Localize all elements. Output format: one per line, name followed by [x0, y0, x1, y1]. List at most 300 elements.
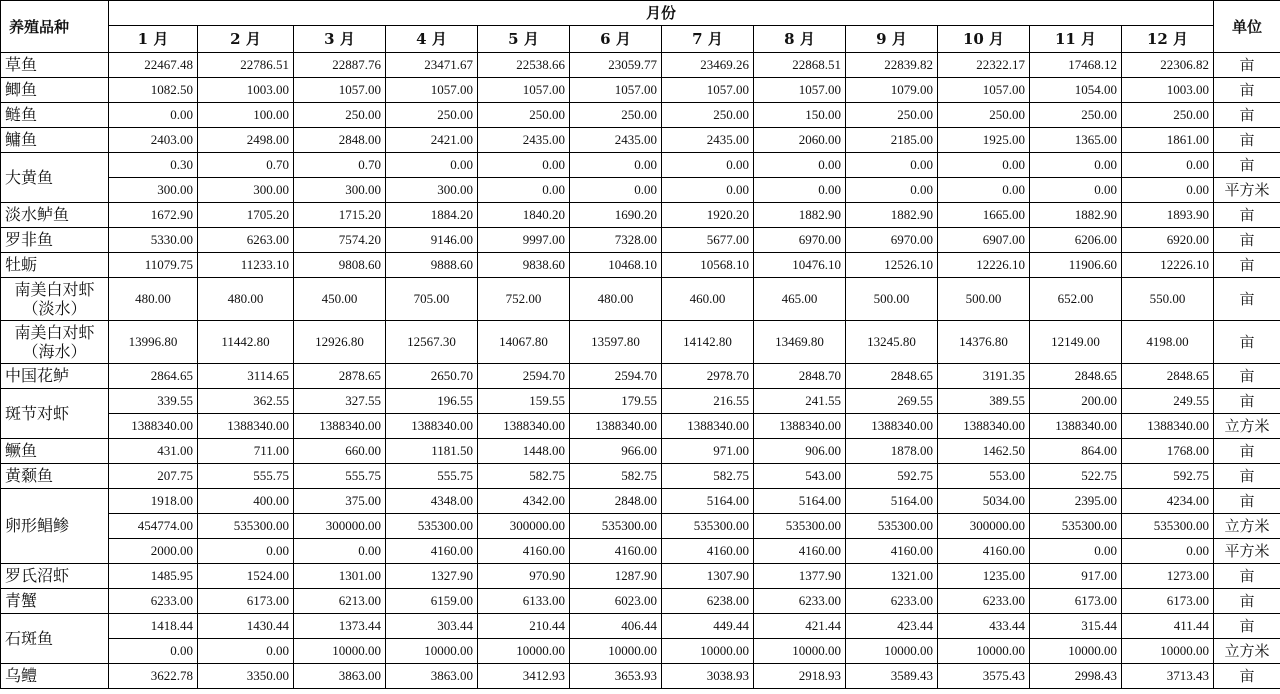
- value-cell: 6233.00: [938, 589, 1030, 614]
- table-row: [1, 203, 1280, 228]
- month-header-1: 1 月: [109, 26, 198, 53]
- value-cell: 2435.00: [570, 128, 662, 153]
- value-cell: 0.00: [198, 639, 294, 664]
- value-cell: 14376.80: [938, 321, 1030, 364]
- value-cell: 1388340.00: [478, 414, 570, 439]
- value-cell: 1388340.00: [662, 414, 754, 439]
- value-cell: 592.75: [1122, 464, 1214, 489]
- value-cell: 1057.00: [478, 78, 570, 103]
- value-cell: 13996.80: [109, 321, 198, 364]
- value-cell: 2848.65: [1122, 364, 1214, 389]
- value-cell: 6233.00: [754, 589, 846, 614]
- value-cell: 917.00: [1030, 564, 1122, 589]
- value-cell: 250.00: [1122, 103, 1214, 128]
- value-cell: 339.55: [109, 389, 198, 414]
- species-cell: 斑节对虾: [1, 389, 109, 439]
- value-cell: 216.55: [662, 389, 754, 414]
- value-cell: 1321.00: [846, 564, 938, 589]
- value-cell: 0.70: [294, 153, 386, 178]
- value-cell: 1878.00: [846, 439, 938, 464]
- value-cell: 2435.00: [478, 128, 570, 153]
- value-cell: 159.55: [478, 389, 570, 414]
- unit-cell: 亩: [1214, 278, 1280, 321]
- value-cell: 200.00: [1030, 389, 1122, 414]
- species-cell: 南美白对虾（淡水）: [1, 278, 109, 321]
- value-cell: 389.55: [938, 389, 1030, 414]
- table-row: [1, 128, 1280, 153]
- value-cell: 2848.65: [846, 364, 938, 389]
- value-cell: 1054.00: [1030, 78, 1122, 103]
- value-cell: 652.00: [1030, 278, 1122, 321]
- species-cell: 中国花鲈: [1, 364, 109, 389]
- unit-cell: 亩: [1214, 389, 1280, 414]
- value-cell: 1882.90: [846, 203, 938, 228]
- value-cell: 1925.00: [938, 128, 1030, 153]
- value-cell: 9838.60: [478, 253, 570, 278]
- value-cell: 1388340.00: [1122, 414, 1214, 439]
- value-cell: 0.00: [109, 103, 198, 128]
- value-cell: 1388340.00: [570, 414, 662, 439]
- value-cell: 9808.60: [294, 253, 386, 278]
- value-cell: 3863.00: [294, 664, 386, 689]
- value-cell: 1920.20: [662, 203, 754, 228]
- value-cell: 303.44: [386, 614, 478, 639]
- unit-cell: 亩: [1214, 253, 1280, 278]
- value-cell: 1057.00: [386, 78, 478, 103]
- species-cell: 鳙鱼: [1, 128, 109, 153]
- value-cell: 249.55: [1122, 389, 1214, 414]
- value-cell: 1373.44: [294, 614, 386, 639]
- value-cell: 10000.00: [846, 639, 938, 664]
- value-cell: 300.00: [294, 178, 386, 203]
- value-cell: 22839.82: [846, 53, 938, 78]
- value-cell: 431.00: [109, 439, 198, 464]
- species-cell: 南美白对虾（海水）: [1, 321, 109, 364]
- value-cell: 864.00: [1030, 439, 1122, 464]
- unit-cell: 亩: [1214, 464, 1280, 489]
- unit-cell: 立方米: [1214, 639, 1280, 664]
- table-row: [1, 178, 1280, 203]
- value-cell: 300000.00: [294, 514, 386, 539]
- value-cell: 23469.26: [662, 53, 754, 78]
- value-cell: 0.00: [570, 153, 662, 178]
- value-cell: 3412.93: [478, 664, 570, 689]
- value-cell: 2878.65: [294, 364, 386, 389]
- value-cell: 2864.65: [109, 364, 198, 389]
- table-row: [1, 539, 1280, 564]
- unit-cell: 亩: [1214, 564, 1280, 589]
- value-cell: 23059.77: [570, 53, 662, 78]
- value-cell: 0.00: [386, 153, 478, 178]
- value-cell: 0.00: [1030, 178, 1122, 203]
- species-cell: 罗非鱼: [1, 228, 109, 253]
- value-cell: 10000.00: [938, 639, 1030, 664]
- table-row: [1, 414, 1280, 439]
- table-row: [1, 664, 1280, 689]
- value-cell: 1430.44: [198, 614, 294, 639]
- value-cell: 250.00: [662, 103, 754, 128]
- value-cell: 300.00: [109, 178, 198, 203]
- value-cell: 3191.35: [938, 364, 1030, 389]
- value-cell: 1287.90: [570, 564, 662, 589]
- value-cell: 1388340.00: [294, 414, 386, 439]
- value-cell: 2594.70: [570, 364, 662, 389]
- value-cell: 1882.90: [754, 203, 846, 228]
- value-cell: 2998.43: [1030, 664, 1122, 689]
- value-cell: 535300.00: [198, 514, 294, 539]
- value-cell: 10000.00: [1122, 639, 1214, 664]
- unit-cell: 平方米: [1214, 539, 1280, 564]
- value-cell: 6970.00: [754, 228, 846, 253]
- value-cell: 406.44: [570, 614, 662, 639]
- value-cell: 3713.43: [1122, 664, 1214, 689]
- value-cell: 4160.00: [570, 539, 662, 564]
- species-cell: 罗氏沼虾: [1, 564, 109, 589]
- value-cell: 1057.00: [938, 78, 1030, 103]
- value-cell: 2650.70: [386, 364, 478, 389]
- value-cell: 13597.80: [570, 321, 662, 364]
- value-cell: 1768.00: [1122, 439, 1214, 464]
- value-cell: 460.00: [662, 278, 754, 321]
- value-cell: 535300.00: [754, 514, 846, 539]
- value-cell: 582.75: [478, 464, 570, 489]
- value-cell: 553.00: [938, 464, 1030, 489]
- value-cell: 480.00: [109, 278, 198, 321]
- value-cell: 0.00: [1122, 153, 1214, 178]
- value-cell: 2435.00: [662, 128, 754, 153]
- value-cell: 250.00: [386, 103, 478, 128]
- value-cell: 1840.20: [478, 203, 570, 228]
- value-cell: 12226.10: [1122, 253, 1214, 278]
- value-cell: 535300.00: [846, 514, 938, 539]
- unit-cell: 亩: [1214, 489, 1280, 514]
- value-cell: 250.00: [846, 103, 938, 128]
- value-cell: 4160.00: [386, 539, 478, 564]
- value-cell: 1448.00: [478, 439, 570, 464]
- species-cell: 鲫鱼: [1, 78, 109, 103]
- value-cell: 6023.00: [570, 589, 662, 614]
- table-row: [1, 614, 1280, 639]
- table-row: [1, 514, 1280, 539]
- value-cell: 660.00: [294, 439, 386, 464]
- value-cell: 1672.90: [109, 203, 198, 228]
- value-cell: 12567.30: [386, 321, 478, 364]
- value-cell: 555.75: [294, 464, 386, 489]
- value-cell: 2978.70: [662, 364, 754, 389]
- value-cell: 327.55: [294, 389, 386, 414]
- value-cell: 375.00: [294, 489, 386, 514]
- value-cell: 11079.75: [109, 253, 198, 278]
- value-cell: 14142.80: [662, 321, 754, 364]
- value-cell: 0.00: [1122, 539, 1214, 564]
- value-cell: 3038.93: [662, 664, 754, 689]
- value-cell: 535300.00: [662, 514, 754, 539]
- value-cell: 400.00: [198, 489, 294, 514]
- value-cell: 22786.51: [198, 53, 294, 78]
- value-cell: 535300.00: [1030, 514, 1122, 539]
- value-cell: 0.00: [570, 178, 662, 203]
- value-cell: 6173.00: [1030, 589, 1122, 614]
- value-cell: 2421.00: [386, 128, 478, 153]
- value-cell: 966.00: [570, 439, 662, 464]
- species-cell: 淡水鲈鱼: [1, 203, 109, 228]
- value-cell: 1882.90: [1030, 203, 1122, 228]
- value-cell: 0.00: [662, 178, 754, 203]
- unit-cell: 亩: [1214, 439, 1280, 464]
- month-header-row: [1, 26, 1280, 53]
- value-cell: 250.00: [938, 103, 1030, 128]
- table-row: [1, 364, 1280, 389]
- value-cell: 4234.00: [1122, 489, 1214, 514]
- value-cell: 592.75: [846, 464, 938, 489]
- value-cell: 1665.00: [938, 203, 1030, 228]
- value-cell: 250.00: [294, 103, 386, 128]
- value-cell: 1690.20: [570, 203, 662, 228]
- month-group-header: 月份: [109, 1, 1214, 26]
- value-cell: 1079.00: [846, 78, 938, 103]
- species-cell: 卵形鲳鲹: [1, 489, 109, 564]
- value-cell: 433.44: [938, 614, 1030, 639]
- value-cell: 9146.00: [386, 228, 478, 253]
- table-row: [1, 589, 1280, 614]
- month-header-5: 5 月: [478, 26, 570, 53]
- species-cell: 鳜鱼: [1, 439, 109, 464]
- value-cell: 4160.00: [662, 539, 754, 564]
- value-cell: 10000.00: [662, 639, 754, 664]
- unit-cell: 亩: [1214, 53, 1280, 78]
- value-cell: 2848.00: [294, 128, 386, 153]
- value-cell: 12149.00: [1030, 321, 1122, 364]
- value-cell: 6920.00: [1122, 228, 1214, 253]
- value-cell: 3350.00: [198, 664, 294, 689]
- value-cell: 10000.00: [1030, 639, 1122, 664]
- value-cell: 6907.00: [938, 228, 1030, 253]
- value-cell: 705.00: [386, 278, 478, 321]
- value-cell: 1418.44: [109, 614, 198, 639]
- value-cell: 1365.00: [1030, 128, 1122, 153]
- value-cell: 4198.00: [1122, 321, 1214, 364]
- value-cell: 1003.00: [198, 78, 294, 103]
- month-header-7: 7 月: [662, 26, 754, 53]
- value-cell: 535300.00: [1122, 514, 1214, 539]
- value-cell: 250.00: [1030, 103, 1122, 128]
- value-cell: 4342.00: [478, 489, 570, 514]
- value-cell: 500.00: [846, 278, 938, 321]
- unit-cell: 亩: [1214, 614, 1280, 639]
- value-cell: 480.00: [198, 278, 294, 321]
- value-cell: 1301.00: [294, 564, 386, 589]
- table-body: [1, 53, 1280, 689]
- value-cell: 22538.66: [478, 53, 570, 78]
- value-cell: 0.00: [1122, 178, 1214, 203]
- value-cell: 0.00: [846, 153, 938, 178]
- value-cell: 2594.70: [478, 364, 570, 389]
- unit-header: 单位: [1214, 1, 1280, 53]
- unit-cell: 亩: [1214, 128, 1280, 153]
- value-cell: 0.00: [294, 539, 386, 564]
- value-cell: 1388340.00: [386, 414, 478, 439]
- value-cell: 421.44: [754, 614, 846, 639]
- value-cell: 300000.00: [478, 514, 570, 539]
- table-row: [1, 253, 1280, 278]
- unit-cell: 立方米: [1214, 414, 1280, 439]
- value-cell: 300000.00: [938, 514, 1030, 539]
- table-row: [1, 321, 1280, 364]
- unit-cell: 亩: [1214, 228, 1280, 253]
- species-cell: 草鱼: [1, 53, 109, 78]
- value-cell: 6238.00: [662, 589, 754, 614]
- value-cell: 1388340.00: [198, 414, 294, 439]
- value-cell: 1861.00: [1122, 128, 1214, 153]
- value-cell: 5330.00: [109, 228, 198, 253]
- value-cell: 1918.00: [109, 489, 198, 514]
- value-cell: 300.00: [386, 178, 478, 203]
- value-cell: 250.00: [478, 103, 570, 128]
- value-cell: 555.75: [386, 464, 478, 489]
- species-header: 养殖品种: [1, 1, 109, 53]
- value-cell: 6233.00: [109, 589, 198, 614]
- value-cell: 582.75: [570, 464, 662, 489]
- value-cell: 10000.00: [386, 639, 478, 664]
- value-cell: 0.00: [662, 153, 754, 178]
- value-cell: 1893.90: [1122, 203, 1214, 228]
- species-cell: 大黄鱼: [1, 153, 109, 203]
- value-cell: 0.00: [938, 178, 1030, 203]
- value-cell: 196.55: [386, 389, 478, 414]
- value-cell: 9888.60: [386, 253, 478, 278]
- species-cell: 青蟹: [1, 589, 109, 614]
- value-cell: 1082.50: [109, 78, 198, 103]
- value-cell: 1057.00: [754, 78, 846, 103]
- value-cell: 22868.51: [754, 53, 846, 78]
- value-cell: 4160.00: [478, 539, 570, 564]
- value-cell: 2848.00: [570, 489, 662, 514]
- value-cell: 0.00: [1030, 153, 1122, 178]
- table-row: [1, 278, 1280, 321]
- unit-cell: 亩: [1214, 78, 1280, 103]
- value-cell: 12526.10: [846, 253, 938, 278]
- value-cell: 6233.00: [846, 589, 938, 614]
- value-cell: 1307.90: [662, 564, 754, 589]
- value-cell: 449.44: [662, 614, 754, 639]
- value-cell: 500.00: [938, 278, 1030, 321]
- month-header-4: 4 月: [386, 26, 478, 53]
- value-cell: 1388340.00: [754, 414, 846, 439]
- value-cell: 0.00: [198, 539, 294, 564]
- value-cell: 12926.80: [294, 321, 386, 364]
- unit-cell: 亩: [1214, 321, 1280, 364]
- value-cell: 3622.78: [109, 664, 198, 689]
- month-header-12: 12 月: [1122, 26, 1214, 53]
- value-cell: 207.75: [109, 464, 198, 489]
- value-cell: 13469.80: [754, 321, 846, 364]
- value-cell: 1388340.00: [846, 414, 938, 439]
- value-cell: 250.00: [570, 103, 662, 128]
- value-cell: 4348.00: [386, 489, 478, 514]
- value-cell: 6159.00: [386, 589, 478, 614]
- table-row: [1, 53, 1280, 78]
- table-row: [1, 439, 1280, 464]
- table-row: [1, 389, 1280, 414]
- value-cell: 1327.90: [386, 564, 478, 589]
- value-cell: 0.00: [478, 153, 570, 178]
- table-row: [1, 464, 1280, 489]
- value-cell: 7574.20: [294, 228, 386, 253]
- value-cell: 6263.00: [198, 228, 294, 253]
- species-cell: 黄颡鱼: [1, 464, 109, 489]
- value-cell: 535300.00: [570, 514, 662, 539]
- value-cell: 11442.80: [198, 321, 294, 364]
- value-cell: 1057.00: [662, 78, 754, 103]
- value-cell: 0.00: [754, 153, 846, 178]
- value-cell: 6173.00: [198, 589, 294, 614]
- value-cell: 3589.43: [846, 664, 938, 689]
- value-cell: 752.00: [478, 278, 570, 321]
- unit-cell: 亩: [1214, 589, 1280, 614]
- value-cell: 1462.50: [938, 439, 1030, 464]
- value-cell: 2918.93: [754, 664, 846, 689]
- value-cell: 2403.00: [109, 128, 198, 153]
- value-cell: 2185.00: [846, 128, 938, 153]
- value-cell: 22322.17: [938, 53, 1030, 78]
- species-cell: 石斑鱼: [1, 614, 109, 664]
- value-cell: 1715.20: [294, 203, 386, 228]
- value-cell: 10476.10: [754, 253, 846, 278]
- value-cell: 6133.00: [478, 589, 570, 614]
- value-cell: 7328.00: [570, 228, 662, 253]
- month-header-11: 11 月: [1030, 26, 1122, 53]
- value-cell: 5677.00: [662, 228, 754, 253]
- value-cell: 1057.00: [570, 78, 662, 103]
- value-cell: 6970.00: [846, 228, 938, 253]
- value-cell: 5034.00: [938, 489, 1030, 514]
- value-cell: 9997.00: [478, 228, 570, 253]
- value-cell: 1705.20: [198, 203, 294, 228]
- value-cell: 423.44: [846, 614, 938, 639]
- value-cell: 241.55: [754, 389, 846, 414]
- value-cell: 906.00: [754, 439, 846, 464]
- value-cell: 17468.12: [1030, 53, 1122, 78]
- value-cell: 1235.00: [938, 564, 1030, 589]
- value-cell: 5164.00: [754, 489, 846, 514]
- value-cell: 179.55: [570, 389, 662, 414]
- value-cell: 362.55: [198, 389, 294, 414]
- value-cell: 210.44: [478, 614, 570, 639]
- value-cell: 3863.00: [386, 664, 478, 689]
- value-cell: 0.70: [198, 153, 294, 178]
- value-cell: 23471.67: [386, 53, 478, 78]
- unit-cell: 亩: [1214, 664, 1280, 689]
- value-cell: 465.00: [754, 278, 846, 321]
- value-cell: 315.44: [1030, 614, 1122, 639]
- value-cell: 0.00: [109, 639, 198, 664]
- value-cell: 1057.00: [294, 78, 386, 103]
- unit-cell: 亩: [1214, 103, 1280, 128]
- value-cell: 555.75: [198, 464, 294, 489]
- value-cell: 1003.00: [1122, 78, 1214, 103]
- table-row: [1, 489, 1280, 514]
- value-cell: 12226.10: [938, 253, 1030, 278]
- value-cell: 4160.00: [754, 539, 846, 564]
- value-cell: 0.30: [109, 153, 198, 178]
- value-cell: 5164.00: [662, 489, 754, 514]
- value-cell: 0.00: [1030, 539, 1122, 564]
- species-cell: 牡蛎: [1, 253, 109, 278]
- value-cell: 1388340.00: [1030, 414, 1122, 439]
- month-header-10: 10 月: [938, 26, 1030, 53]
- value-cell: 3114.65: [198, 364, 294, 389]
- species-cell: 鲢鱼: [1, 103, 109, 128]
